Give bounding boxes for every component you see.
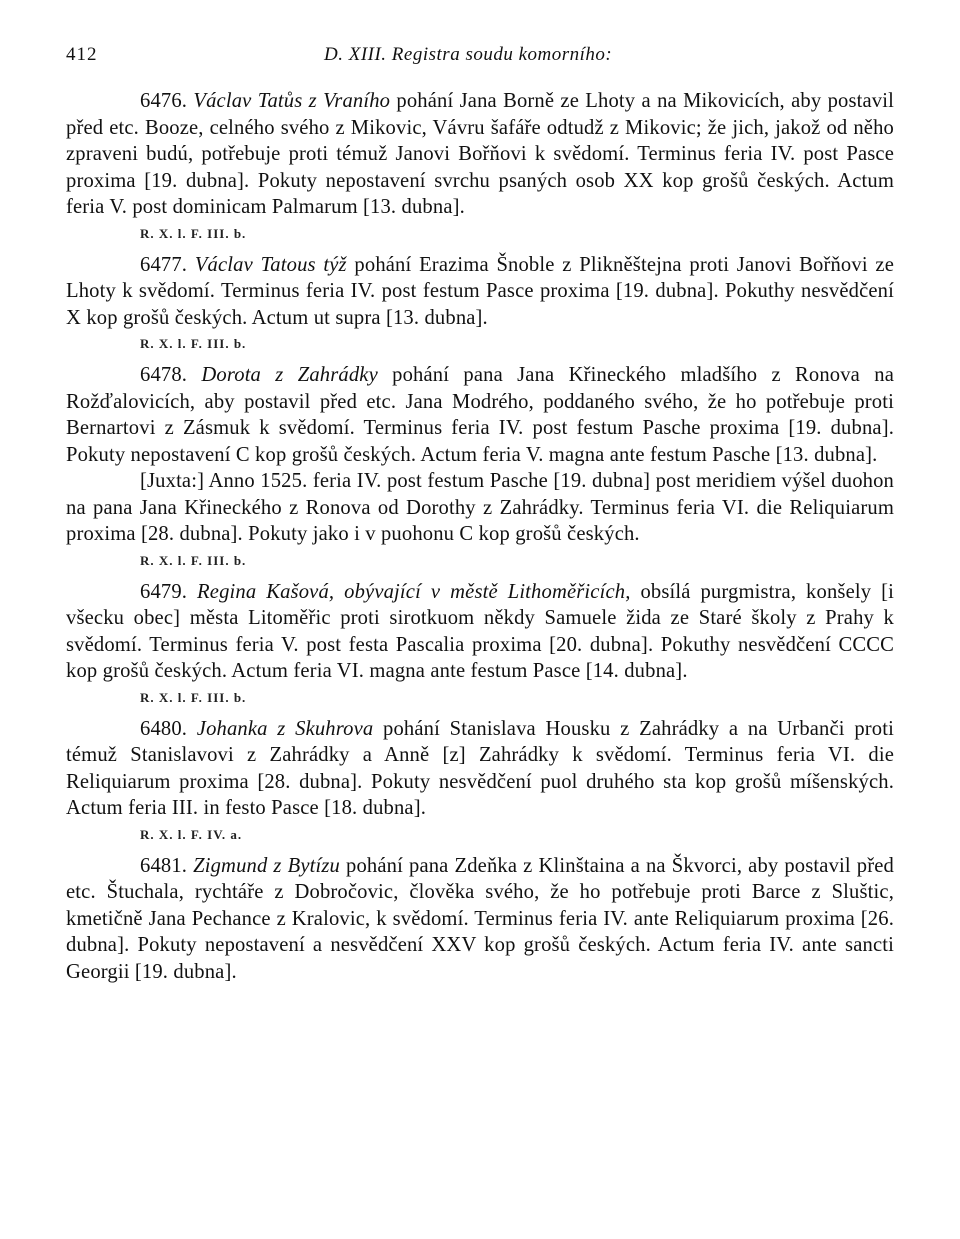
entry-number: 6480.	[140, 717, 188, 740]
entry-6479	[66, 579, 894, 708]
entry-paragraph	[66, 362, 894, 468]
entry-number: 6481.	[140, 854, 188, 877]
entry-juxta-paragraph: [Juxta:] Anno 1525. feria IV. post festum Pasche [19. dubna] post meridiem výšel duohon na pana Jana Křineckého z Ronova od Dorothy z Zahrádky. Terminus feria VI. die Reliquiarum proxima [28. dubna]. Pokuty jako i v puohonu C kop grošů českých.	[66, 470, 894, 545]
entry-text: obsílá purgmistra, konšely [i všecku obec] města Litoměřic proti sirotkuom někdy Samuele žida ze Staré školy z Prahy k svědomí. Terminus feria V. post festa Pascalia proxima [20. dubna]. Pokuthy nesvědčení CCCC kop grošů českých. Actum feria VI. magna ante festum Pasce [14. dubna].	[66, 580, 894, 682]
entry-number: 6476.	[140, 90, 188, 112]
entry-text: pohání pana Jana Křineckého mladšího z Ronova na Rožďalovicích, aby postavil před etc. Jana Modrého, poddaného svého, že ho potřebuje proti Bernartovi z Zásmuk k svědomí. Terminus feria IV. post festum Pasche proxima [19. dubna]. Pokuty nepostavení C kop grošů českých. Actum feria V. magna ante festum Pasche [13. dubna].	[66, 364, 894, 466]
entry-reference: R. X. l. F. III. b.	[140, 225, 247, 241]
entry-party-name: Dorota z Zahrádky	[201, 364, 378, 386]
entry-text: pohání Stanislava Housku z Zahrádky a na Urbanči proti témuž Stanislavovi z Zahrádky a Anně [z] Zahrádky k svědomí. Terminus feria VI. die Reliquiarum proxima [28. dubna]. Pokuty nesvědčení puol druhého sta kop grošů míšenských. Actum feria III. in festo Pasce [18. dubna].	[66, 717, 894, 819]
entry-number: 6478.	[140, 364, 188, 386]
entry-6476	[66, 88, 894, 244]
entry-number: 6479.	[140, 580, 188, 603]
entry-reference: R. X. l. F. IV. a.	[140, 826, 243, 842]
entry-paragraph	[66, 88, 894, 221]
entry-text: pohání Erazima Šnoble z Plikněštejna proti Janovi Bořňovi ze Lhoty k svědomí. Terminus feria IV. post festum Pasce proxima [19. dubna]. Pokuthy nesvědčení X kop grošů českých. Actum ut supra [13. dubna].	[66, 253, 894, 329]
entry-paragraph	[66, 853, 894, 986]
page-number: 412	[66, 44, 98, 65]
entry-6477	[66, 252, 894, 355]
document-page	[66, 38, 894, 993]
entry-paragraph	[66, 716, 894, 822]
running-head	[66, 38, 894, 78]
running-title: D. XIII. Registra soudu komorního:	[324, 44, 613, 65]
entry-party-name: Václav Tatůs z Vraního	[193, 90, 391, 112]
entry-reference: R. X. l. F. III. b.	[140, 336, 247, 351]
entry-text: pohání pana Zdeňka z Klinštaina a na Škvorci, aby postavil před etc. Štuchala, rychtáře z Dobročovic, člověka svého, že ho potřebuje proti Barce z Sluštic, kmetičně Jana Pechance z Kralovic, k svědomí. Terminus feria IV. ante Reliquiarum proxima [26. dubna]. Pokuty nepostavení a nesvědčení XXV kop grošů českých. Actum feria IV. ante sancti Georgii [19. dubna].	[66, 854, 894, 983]
entry-number: 6477.	[140, 253, 188, 276]
entry-6478	[66, 362, 894, 571]
entry-6480	[66, 716, 894, 845]
entry-party-name: Václav Tatous týž	[194, 253, 347, 276]
entry-party-name: Regina Kašová, obývající v městě Lithoměřicích,	[197, 580, 631, 603]
entry-paragraph	[66, 579, 894, 685]
entry-paragraph	[66, 252, 894, 332]
entry-6481	[66, 853, 894, 986]
entry-reference: R. X. l. F. III. b.	[140, 552, 247, 568]
entry-party-name: Zigmund z Bytízu	[193, 854, 340, 877]
entry-text: pohání Jana Borně ze Lhoty a na Mikovicích, aby postavil před etc. Booze, celného svého z Mikovic, Vávru šafáře odtudž z Mikovic; že jich, jakož od něho zpraveni budú, potřebuje proti témuž Janovi Bořňovi k svědomí. Terminus feria IV. post Pasce proxima [19. dubna]. Pokuty nepostavení svrchu psaných osob XX kop grošů českých. Actum feria V. post dominicam Palmarum [13. dubna].	[66, 90, 894, 218]
entry-reference: R. X. l. F. III. b.	[140, 689, 247, 705]
entry-party-name: Johanka z Skuhrova	[196, 717, 374, 740]
